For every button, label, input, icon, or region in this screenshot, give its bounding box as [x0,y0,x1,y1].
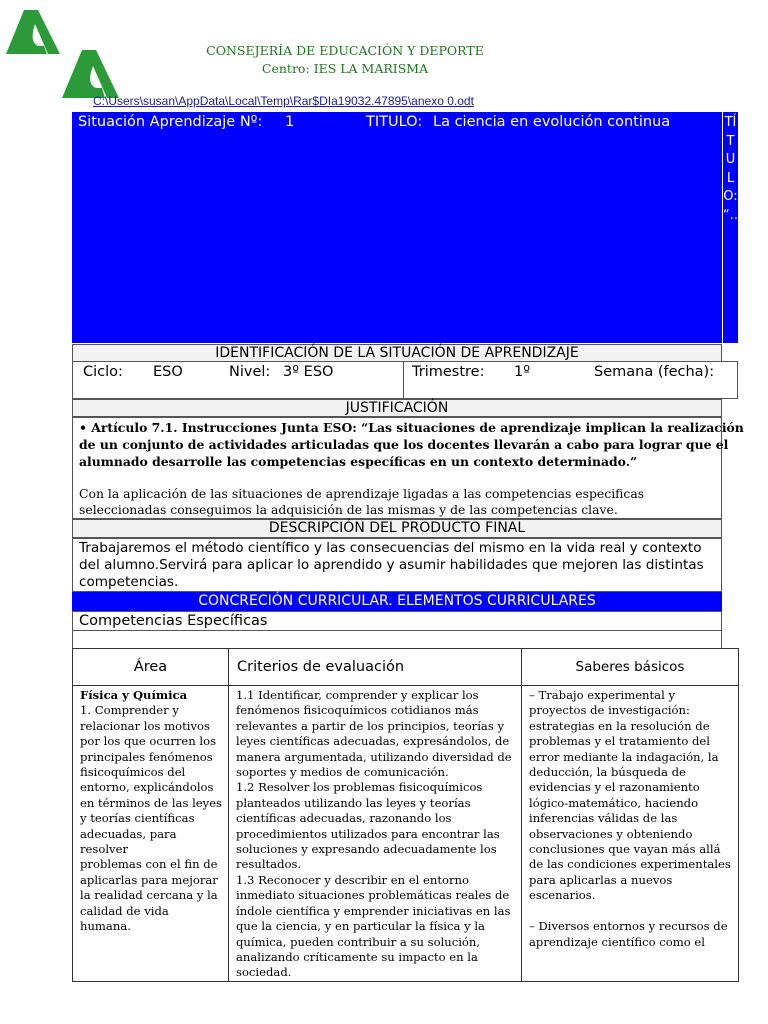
titulo-text: La ciencia en evolución continua [433,114,671,130]
situation-header-box [72,112,722,343]
semana-label: Semana (fecha): [594,364,715,380]
justificacion-text-2: seleccionadas conseguimos la adquisición de las mismas y de las competencias clave. [79,502,618,517]
competencias-label: Competencias Específicas [79,613,268,629]
justificacion-bold-1: • Artículo 7.1. Instrucciones Junta ESO: “Las situaciones de aprendizaje implican la realización [79,420,744,435]
producto-final-title: DESCRIPCIÓN DEL PRODUCTO FINAL [72,519,722,538]
trimestre-label: Trimestre: [412,364,485,380]
producto-line-2: del alumno.Servirá para aplicar lo aprendido y asumir habilidades que mejoren las distintas [79,557,704,573]
ciclo-nivel-cell [72,361,404,399]
concrecion-title: CONCRECIÓN CURRICULAR. ELEMENTOS CURRICULARES [72,592,722,611]
ciclo-value: ESO [153,364,183,380]
titulo-label: TITULO: [366,114,423,130]
header-saberes: Saberes básicos [522,649,739,686]
criterios-table [72,648,739,982]
trimestre-value: 1º [514,364,531,380]
trimestre-cell [403,361,738,399]
centro-name: Centro: IES LA MARISMA [261,61,429,76]
justificacion-body [72,417,744,519]
table-header-row [73,649,739,686]
header-area: Área [73,649,229,686]
criterios-cell [229,686,522,982]
area-text: 1. Comprender y relacionar los motivos por los que ocurren los principales fenómenos fisicoquímicos del entorno, explicándolos en términos de las leyes y teorías científicas adecuadas, para resolver problemas con el fin de aplicarlas para mejorar la realidad cercana y la calidad de vida humana. [80,703,223,934]
identificacion-title: IDENTIFICACIÓN DE LA SITUACIÓN DE APRENDIZAJE [72,344,722,362]
nivel-label: Nivel: [229,364,271,380]
producto-final-body [72,538,722,592]
side-title-text: TÍTULO: “...” [723,115,749,223]
competencias-row [72,611,722,631]
file-path-link[interactable]: C:\Users\susan\AppData\Local\Temp\Rar$DIa19032.47895\anexo 0.odt [93,94,474,108]
junta-logo-icon [4,4,122,104]
competencias-empty-row [72,630,722,649]
situation-label: Situación Aprendizaje Nº: [78,114,263,130]
justificacion-title: JUSTIFICACIÓN [72,399,722,417]
consejeria-title: CONSEJERÍA DE EDUCACIÓN Y DEPORTE [206,43,484,58]
table-row [73,686,739,982]
saberes-text: – Trabajo experimental y proyectos de investigación: estrategias en la resolución de problemas y el tratamiento del error mediante la indagación, la deducción, la búsqueda de evidencias y el razonamiento lógico-matemático, haciendo inferencias válidas de las observaciones y obteniendo conclusiones que vayan más allá de las condiciones experimentales para aplicarlas a nuevos escenarios. – Diversos entornos y recursos de aprendizaje científico como el [529,688,731,949]
area-cell [73,686,229,982]
justificacion-text-1: Con la aplicación de las situaciones de aprendizaje ligadas a las competencias especificas [79,486,645,501]
area-title: Física y Química [80,688,188,702]
justificacion-bold-3: alumnado desarrolle las competencias específicas en un contexto determinado.” [79,454,638,469]
situation-number: 1 [285,114,295,130]
side-title-strip [723,112,749,343]
producto-line-3: competencias. [79,574,179,590]
header-criterios: Criterios de evaluación [229,649,522,686]
producto-line-1: Trabajaremos el método científico y las consecuencias del mismo en la vida real y contexto [79,540,702,556]
saberes-cell [522,686,739,982]
justificacion-bold-2: de un conjunto de actividades articuladas que los docentes llevarán a cabo para lograr que el [79,437,729,452]
nivel-value: 3º ESO [283,364,334,380]
criterios-text: 1.1 Identificar, comprender y explicar los fenómenos fisicoquímicos cotidianos más relevantes a partir de los principios, teorías y leyes científicas adecuadas, expresándolos, de manera argumentada, utilizando diversidad de soportes y medios de comunicación. 1.2 Resolver los problemas fisicoquímicos planteados utilizando las leyes y teorías científicas adecuadas, razonando los procedimientos utilizados para encontrar las soluciones y expresando adecuadamente los resultados. 1.3 Reconocer y describir en el entorno inmediato situaciones problemáticas reales de índole científica y emprender iniciativas en las que la ciencia, y en particular la física y la química, pueden contribuir a su solución, analizando críticamente su impacto en la sociedad. [236,688,512,980]
ciclo-label: Ciclo: [83,364,123,380]
